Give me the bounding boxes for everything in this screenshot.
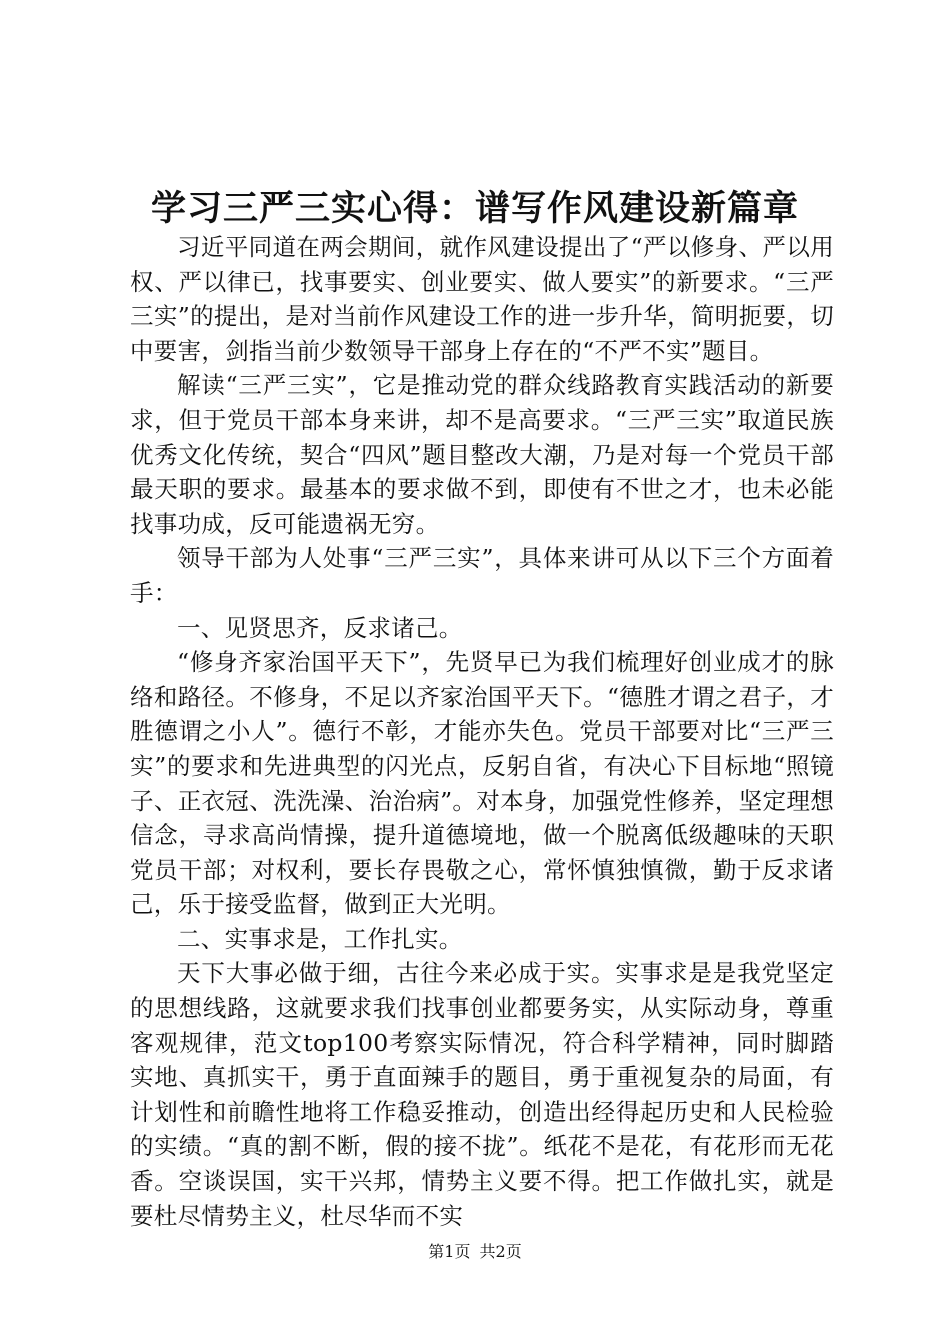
document-body bbox=[130, 230, 834, 1233]
page-number: 第1页 bbox=[428, 1242, 471, 1261]
paragraph-approach: 领导干部为人处事“三严三实”，具体来讲可从以下三个方面着手： bbox=[130, 544, 834, 607]
paragraph-section-1: “修身齐家治国平天下”，先贤早已为我们梳理好创业成才的脉络和路径。不修身，不足以齐家治国平天下。“德胜才谓之君子，才胜德谓之小人”。德行不彰，才能亦失色。党员干部要对比“三严三实”的要求和先进典型的闪光点，反躬自省，有决心下目标地“照镜子、正衣冠、洗洗澡、治治病”。对本身，加强党性修养，坚定理想信念，寻求高尚情操，提升道德境地，做一个脱离低级趣味的天职党员干部；对权利，要长存畏敬之心，常怀慎独慎微，勤于反求诸己，乐于接受监督，做到正大光明。 bbox=[130, 648, 834, 919]
paragraph-intro: 习近平同道在两会期间，就作风建设提出了“严以修身、严以用权、严以律已，找事要实、创业要实、做人要实”的新要求。“三严三实”的提出，是对当前作风建设工作的进一步升华，简明扼要，切中要害，剑指当前少数领导干部身上存在的“不严不实”题目。 bbox=[130, 233, 834, 365]
section-heading-2: 二、实事求是，工作扎实。 bbox=[177, 924, 463, 953]
page-total: 共2页 bbox=[479, 1242, 522, 1261]
paragraph-interpretation: 解读“三严三实”，它是推动党的群众线路教育实践活动的新要求，但于党员干部本身来讲，却不是高要求。“三严三实”取道民族优秀文化传统，契合“四风”题目整改大潮，乃是对每一个党员干部最天职的要求。最基本的要求做不到，即使有不世之才，也未必能找事功成，反可能遗祸无穷。 bbox=[130, 371, 834, 538]
section-heading-1: 一、见贤思齐，反求诸己。 bbox=[177, 613, 463, 642]
paragraph-section-2: 天下大事必做于细，古往今来必成于实。实事求是是我党坚定的思想线路，这就要求我们找事创业都要务实，从实际动身，尊重客观规律，范文top100考察实际情况，符合科学精神，同时脚踏实地、真抓实干，勇于直面辣手的题目，勇于重视复杂的局面，有计划性和前瞻性地将工作稳妥推动，创造出经得起历史和人民检验的实绩。“真的割不断，假的接不拢”。纸花不是花，有花形而无花香。空谈误国，实干兴邦，情势主义要不得。把工作做扎实，就是要杜尽情势主义，杜尽华而不实 bbox=[130, 959, 834, 1230]
page-footer bbox=[0, 1240, 950, 1264]
document-title: 学习三严三实心得：谱写作风建设新篇章 bbox=[150, 188, 799, 229]
